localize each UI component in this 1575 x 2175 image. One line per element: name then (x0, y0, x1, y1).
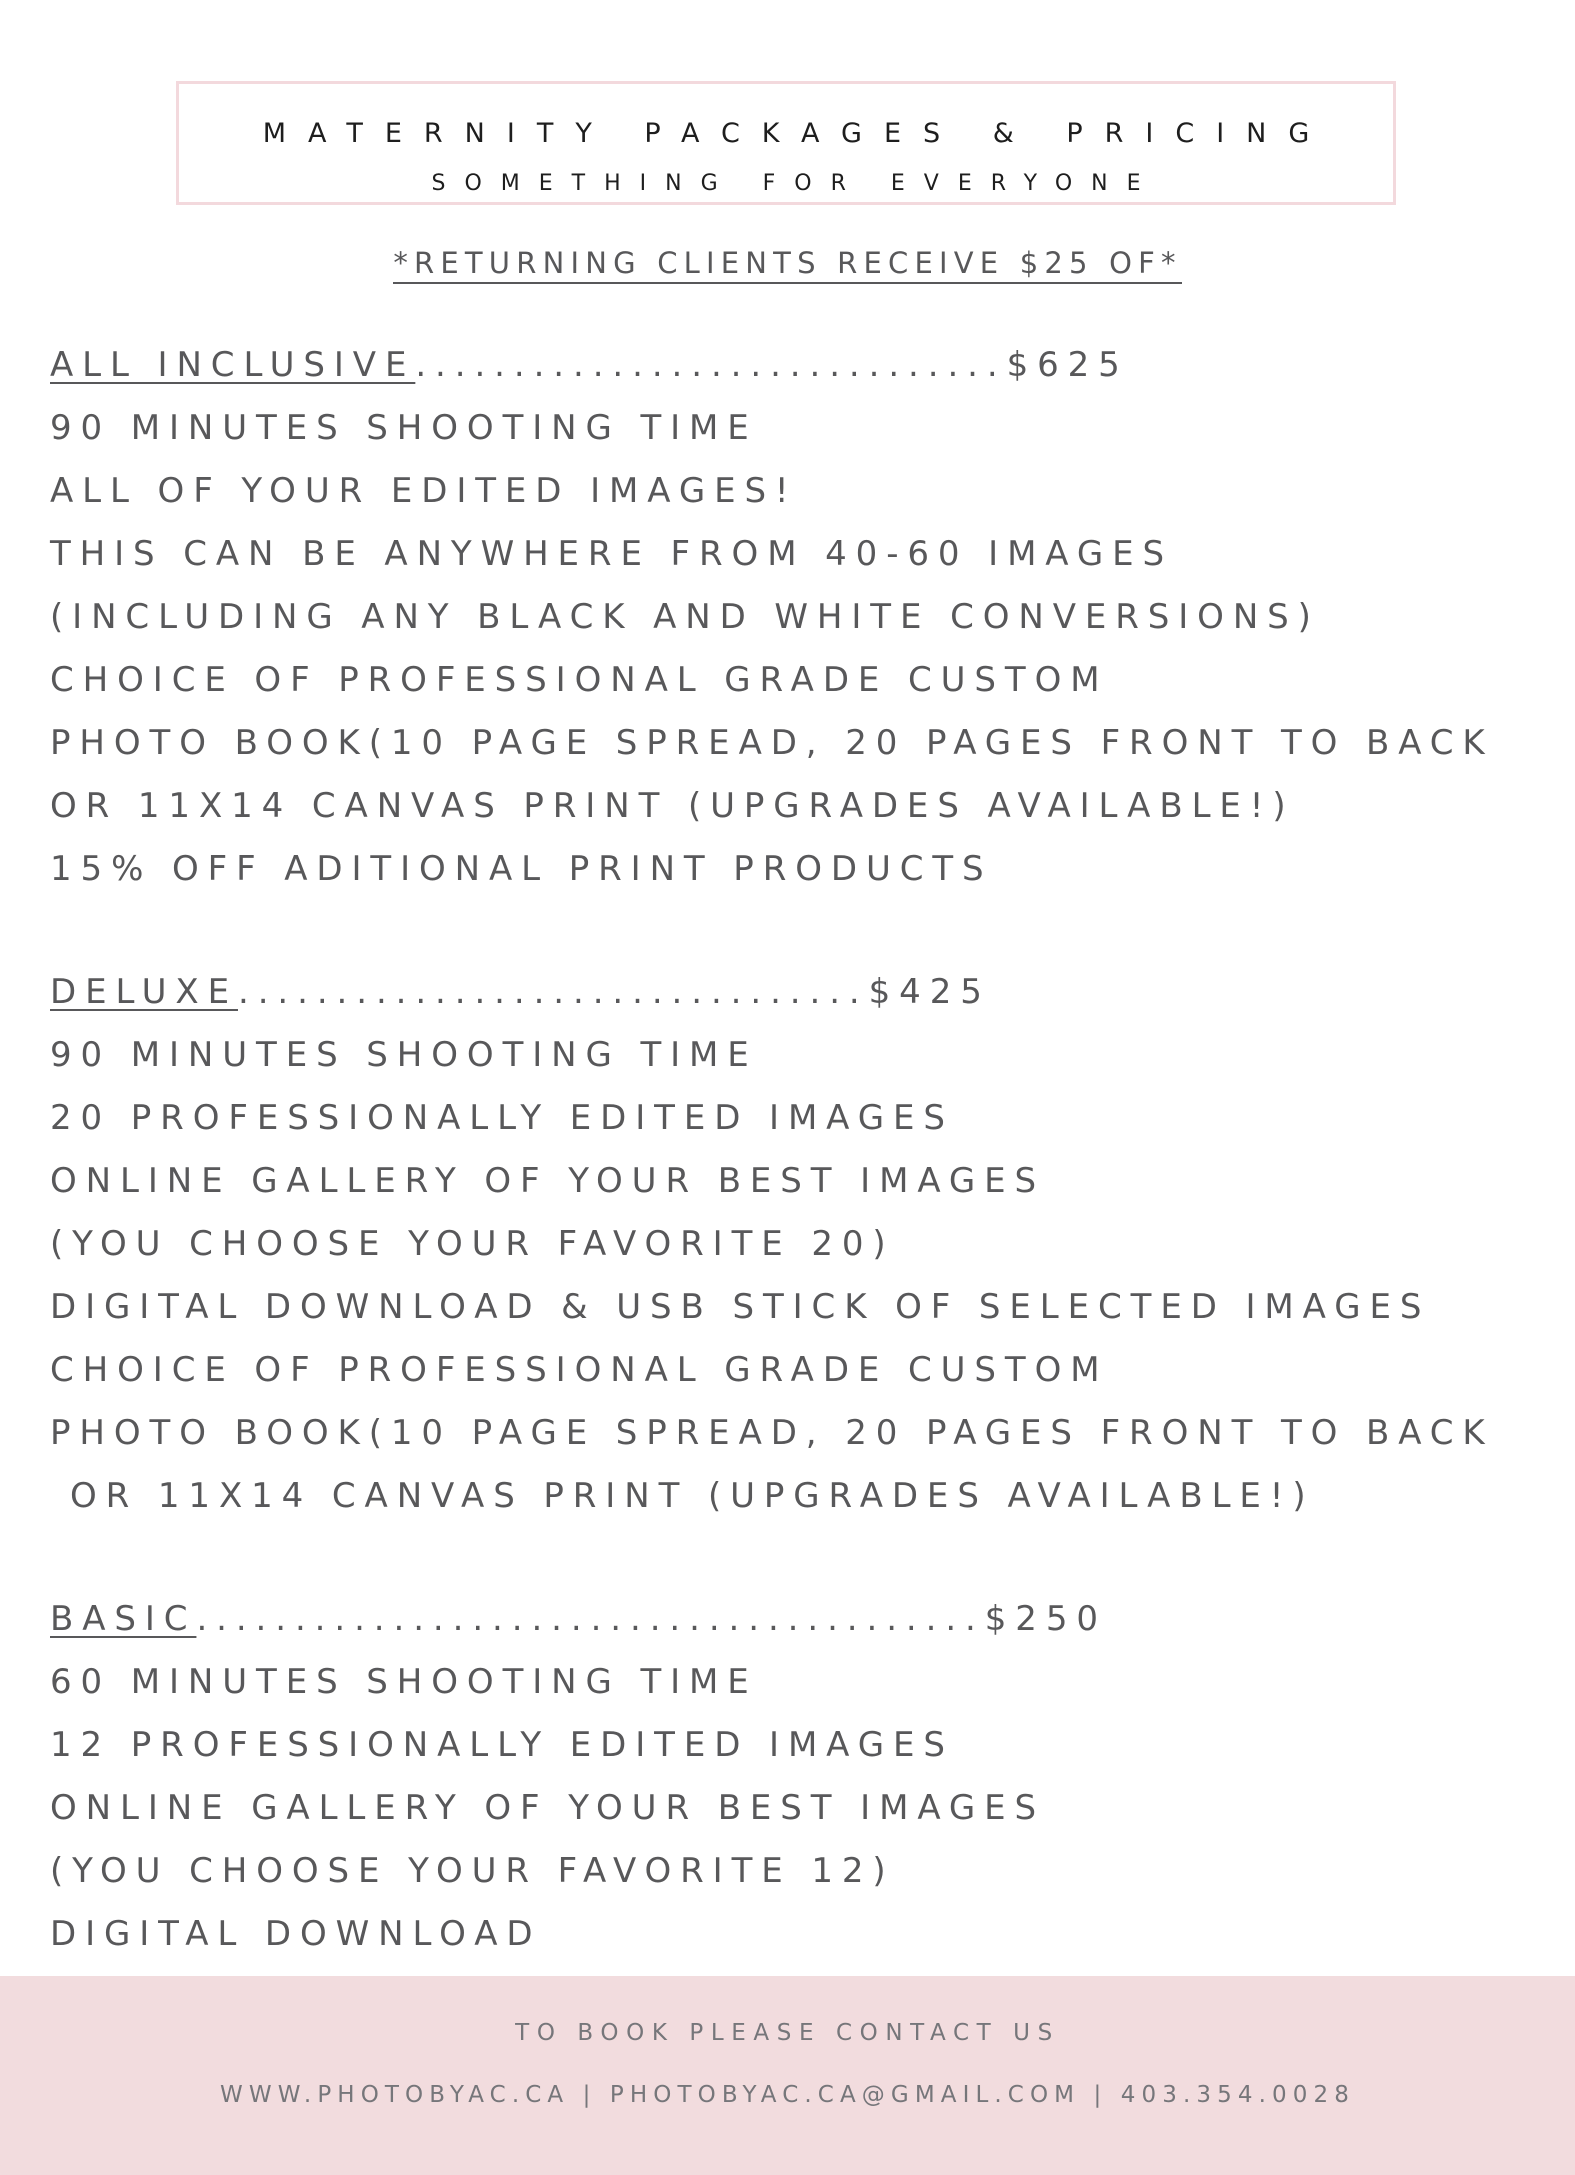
package-feature: PHOTO BOOK(10 PAGE SPREAD, 20 PAGES FRONT TO BACK (50, 1413, 1494, 1453)
package-price: $625 (1006, 345, 1129, 385)
package-feature: THIS CAN BE ANYWHERE FROM 40-60 IMAGES (50, 534, 1173, 574)
package-feature: PHOTO BOOK(10 PAGE SPREAD, 20 PAGES FRONT TO BACK (50, 723, 1494, 763)
package-feature: (INCLUDING ANY BLACK AND WHITE CONVERSIONS) (50, 597, 1320, 637)
package-feature: 20 PROFESSIONALLY EDITED IMAGES (50, 1098, 954, 1138)
package-name: BASIC (50, 1599, 197, 1639)
contact-details: WWW.PHOTOBYAC.CA | PHOTOBYAC.CA@GMAIL.COM | 403.354.0028 (220, 2082, 1355, 2108)
package-feature: OR 11X14 CANVAS PRINT (UPGRADES AVAILABLE!) (70, 1476, 1315, 1516)
package-feature: ONLINE GALLERY OF YOUR BEST IMAGES (50, 1788, 1046, 1828)
package-name: ALL INCLUSIVE (50, 345, 416, 385)
price-leader-dots: .............................. (415, 345, 1007, 385)
package-header (50, 1588, 1107, 1651)
package-feature: CHOICE OF PROFESSIONAL GRADE CUSTOM (50, 1350, 1109, 1390)
package-feature: (YOU CHOOSE YOUR FAVORITE 20) (50, 1224, 895, 1264)
package-feature: (YOU CHOOSE YOUR FAVORITE 12) (50, 1851, 895, 1891)
returning-clients-note (0, 246, 1575, 280)
package-feature: DIGITAL DOWNLOAD (50, 1914, 542, 1954)
package-feature: CHOICE OF PROFESSIONAL GRADE CUSTOM (50, 660, 1109, 700)
package-feature: 60 MINUTES SHOOTING TIME (50, 1662, 758, 1702)
booking-call-to-action: TO BOOK PLEASE CONTACT US (515, 2020, 1060, 2046)
page-subtitle: SOMETHING FOR EVERYONE (431, 171, 1160, 196)
package-name: DELUXE (50, 972, 238, 1012)
package-feature: ALL OF YOUR EDITED IMAGES! (50, 471, 798, 511)
returning-clients-text: *RETURNING CLIENTS RECEIVE $25 OF* (393, 246, 1181, 284)
package-feature: 90 MINUTES SHOOTING TIME (50, 408, 758, 448)
package-basic (50, 1588, 1107, 1966)
package-feature: 90 MINUTES SHOOTING TIME (50, 1035, 758, 1075)
package-feature: 12 PROFESSIONALLY EDITED IMAGES (50, 1725, 954, 1765)
price-leader-dots: ........................................ (196, 1599, 985, 1639)
package-price: $250 (984, 1599, 1107, 1639)
package-price: $425 (868, 972, 991, 1012)
package-feature: 15% OFF ADITIONAL PRINT PRODUCTS (50, 849, 993, 889)
footer-contact-band (0, 1976, 1575, 2175)
package-feature: OR 11X14 CANVAS PRINT (UPGRADES AVAILABLE!) (50, 786, 1295, 826)
package-feature: DIGITAL DOWNLOAD & USB STICK OF SELECTED IMAGES (50, 1287, 1431, 1327)
package-feature: ONLINE GALLERY OF YOUR BEST IMAGES (50, 1161, 1046, 1201)
page-title: MATERNITY PACKAGES & PRICING (262, 118, 1332, 149)
header-box (176, 81, 1396, 205)
package-header (50, 961, 1494, 1024)
package-deluxe (50, 961, 1494, 1528)
package-all-inclusive (50, 334, 1494, 901)
price-leader-dots: ................................ (237, 972, 869, 1012)
package-header (50, 334, 1494, 397)
